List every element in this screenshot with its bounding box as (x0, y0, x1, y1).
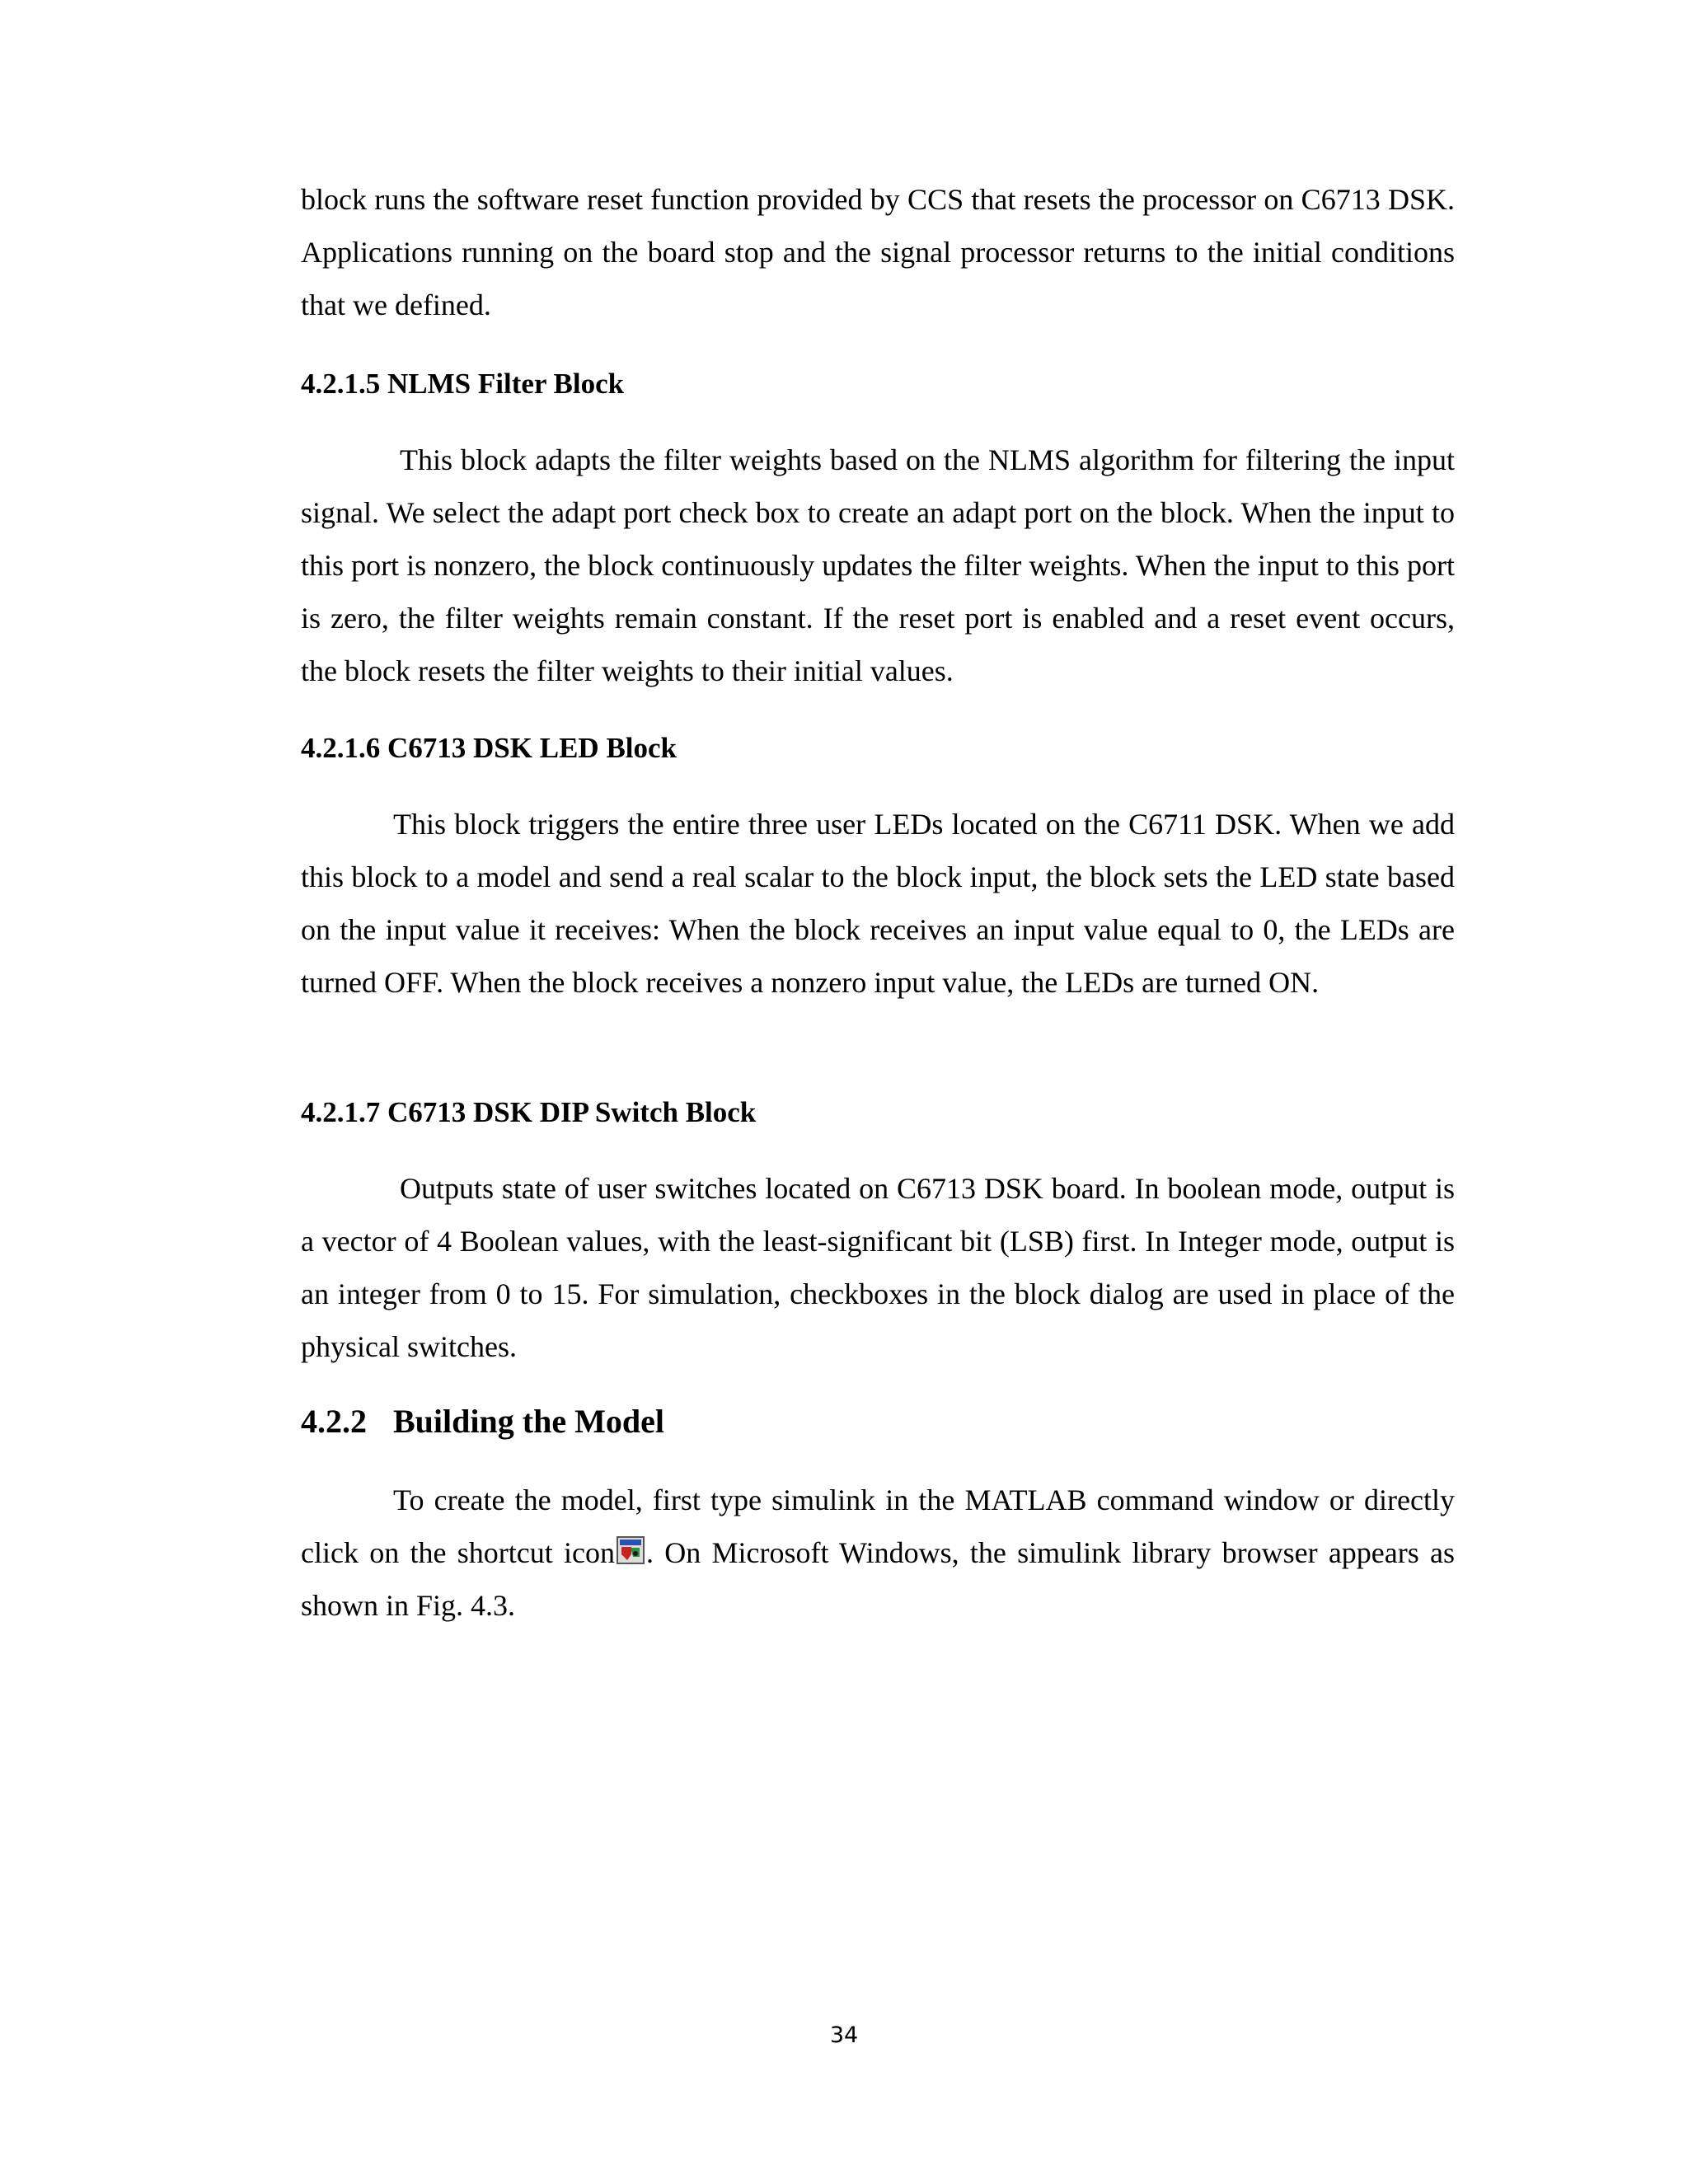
heading-building-the-model (301, 1401, 664, 1442)
simulink-shortcut-icon (617, 1536, 645, 1564)
paragraph-text-before-icon: To create the model, first type simulink in the MATLAB command window or directly click on the shortcut icon (301, 1483, 1455, 1569)
heading-nlms-filter-block: 4.2.1.5 NLMS Filter Block (301, 368, 625, 400)
paragraph-continued: block runs the software reset function provided by CCS that resets the processor on C6713 DSK. Applications running on the board stop and the signal processor returns to the initial conditions that we defined. (301, 183, 1455, 321)
section-title: Building the Model (393, 1403, 664, 1440)
paragraph-nlms-filter-block: This block adapts the filter weights based on the NLMS algorithm for filtering the input signal. We select the adapt port check box to create an adapt port on the block. When the input to this port is nonzero, the block continuously updates the filter weights. When the input to this port is zero, the filter weights remain constant. If the reset port is enabled and a reset event occurs, the block resets the filter weights to their initial values. (301, 443, 1455, 687)
section-number: 4.2.2 (301, 1403, 367, 1440)
heading-dip-switch-block: 4.2.1.7 C6713 DSK DIP Switch Block (301, 1096, 757, 1128)
paragraph-led-block: This block triggers the entire three user LEDs located on the C6711 DSK. When we add this block to a model and send a real scalar to the block input, the block sets the LED state based on the input value it receives: When the block receives an input value equal to 0, the LEDs are turned OFF. When the block receives a nonzero input value, the LEDs are turned ON. (301, 808, 1455, 999)
heading-led-block: 4.2.1.6 C6713 DSK LED Block (301, 732, 678, 764)
page-number: 34 (829, 2022, 859, 2048)
paragraph-text-after-icon: . On Microsoft Windows, the simulink library browser appears as shown in Fig. 4.3. (301, 1536, 1456, 1622)
paragraph-dip-switch-block: Outputs state of user switches located on C6713 DSK board. In boolean mode, output is a vector of 4 Boolean values, with the least-significant bit (LSB) first. In Integer mode, output is an integer from 0 to 15. For simulation, checkboxes in the block dialog are used in place of the physical switches. (301, 1172, 1455, 1363)
paragraph-building-the-model (301, 1474, 1455, 1632)
